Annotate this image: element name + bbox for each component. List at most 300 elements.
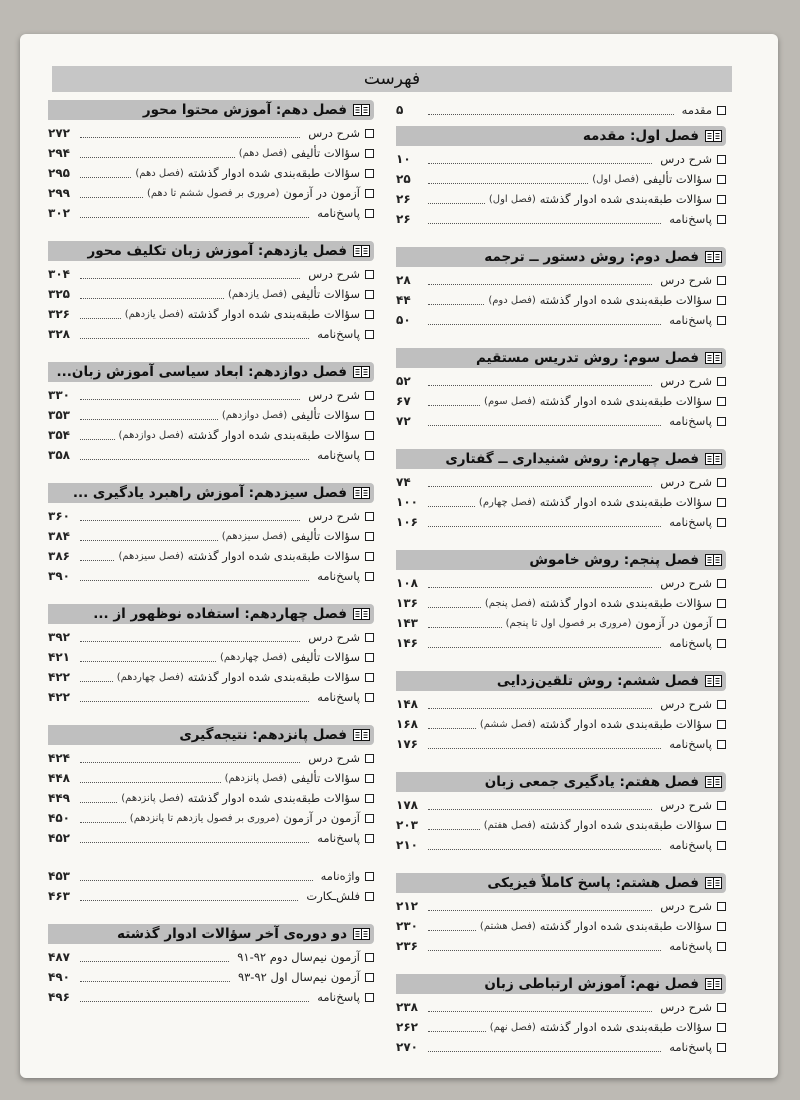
toc-entry[interactable] xyxy=(48,324,374,344)
checkbox[interactable] xyxy=(365,552,374,561)
toc-entry[interactable] xyxy=(48,203,374,223)
checkbox[interactable] xyxy=(717,498,726,507)
chapter-section xyxy=(396,247,726,330)
dot-leader xyxy=(428,114,674,115)
checkbox[interactable] xyxy=(717,417,726,426)
chapter-section xyxy=(396,671,726,754)
page-number: ۲۳۰ xyxy=(396,919,418,933)
checkbox[interactable] xyxy=(365,754,374,763)
entry-note: (مروری بر فصول ششم تا دهم) xyxy=(147,187,280,199)
chapter-header[interactable] xyxy=(396,974,726,994)
checkbox[interactable] xyxy=(717,175,726,184)
entry-label: پاسخ‌نامه xyxy=(317,327,360,341)
page-number: ۴۴ xyxy=(396,293,411,307)
entry-label: پاسخ‌نامه xyxy=(317,448,360,462)
toc-entry[interactable] xyxy=(396,270,726,290)
book-icon xyxy=(353,487,370,499)
toc-entry[interactable] xyxy=(396,633,726,653)
dot-leader xyxy=(428,425,661,426)
checkbox[interactable] xyxy=(365,774,374,783)
right-column xyxy=(396,100,726,1075)
dot-leader xyxy=(80,580,309,581)
entry-note: (مروری بر فصول اول تا پنجم) xyxy=(505,617,632,629)
entry-label: واژه‌نامه xyxy=(320,869,360,883)
checkbox[interactable] xyxy=(365,169,374,178)
chapter-header[interactable] xyxy=(396,348,726,368)
entry-label: شرح درس xyxy=(660,152,712,166)
entry-label: سؤالات طبقه‌بندی شده ادوار گذشته xyxy=(539,596,712,610)
entry-label: سؤالات تألیفی xyxy=(291,771,360,785)
chapter-section xyxy=(396,550,726,653)
toc-entry[interactable] xyxy=(48,627,374,647)
toc-entry[interactable] xyxy=(396,169,726,189)
chapter-header[interactable] xyxy=(48,924,374,944)
checkbox[interactable] xyxy=(365,834,374,843)
chapter-section xyxy=(48,241,374,344)
chapter-title: فصل سیزدهم: آموزش راهبرد یادگیری ... xyxy=(72,485,347,501)
dot-leader xyxy=(428,385,652,386)
checkbox[interactable] xyxy=(717,579,726,588)
toc-entry[interactable] xyxy=(396,613,726,633)
page-number: ۴۵۳ xyxy=(48,869,70,883)
page-number: ۵۲ xyxy=(396,374,411,388)
entry-label: سؤالات تألیفی xyxy=(291,146,360,160)
toc-entry[interactable] xyxy=(396,694,726,714)
checkbox[interactable] xyxy=(717,215,726,224)
toc-entry[interactable] xyxy=(48,284,374,304)
page-number: ۳۹۲ xyxy=(48,630,70,644)
page-number: ۱۶۸ xyxy=(396,717,418,731)
checkbox[interactable] xyxy=(365,290,374,299)
toc-entry[interactable] xyxy=(48,808,374,828)
checkbox[interactable] xyxy=(717,1003,726,1012)
entry-label: شرح درس xyxy=(660,899,712,913)
checkbox[interactable] xyxy=(365,673,374,682)
chapter-header[interactable] xyxy=(48,604,374,624)
chapter-header[interactable] xyxy=(48,483,374,503)
entry-label: آزمون در آزمون xyxy=(283,186,360,200)
book-icon xyxy=(705,978,722,990)
book-icon xyxy=(705,130,722,142)
checkbox[interactable] xyxy=(365,693,374,702)
entry-note: (فصل دوازدهم) xyxy=(221,409,288,421)
checkbox[interactable] xyxy=(365,633,374,642)
dot-leader xyxy=(80,822,126,823)
toc-entry[interactable] xyxy=(48,123,374,143)
page-number: ۲۸ xyxy=(396,273,411,287)
entry-label: شرح درس xyxy=(308,388,360,402)
checkbox[interactable] xyxy=(365,411,374,420)
chapter-header[interactable] xyxy=(396,126,726,146)
checkbox[interactable] xyxy=(717,599,726,608)
entry-note: (فصل چهاردهم) xyxy=(220,651,288,663)
toc-entry[interactable] xyxy=(396,997,726,1017)
dot-leader xyxy=(428,324,661,325)
toc-entry[interactable] xyxy=(48,768,374,788)
entry-label: آزمون در آزمون xyxy=(635,616,712,630)
page-number: ۳۵۳ xyxy=(48,408,70,422)
checkbox[interactable] xyxy=(717,296,726,305)
page-number: ۲۳۸ xyxy=(396,1000,418,1014)
dot-leader xyxy=(428,304,484,305)
checkbox[interactable] xyxy=(717,155,726,164)
checkbox[interactable] xyxy=(717,821,726,830)
toc-entry[interactable] xyxy=(396,573,726,593)
dot-leader xyxy=(80,1001,309,1002)
page-number: ۴۸۷ xyxy=(48,950,70,964)
toc-entry[interactable] xyxy=(396,896,726,916)
checkbox[interactable] xyxy=(365,129,374,138)
dot-leader xyxy=(80,701,309,702)
entry-note: (مروری بر فصول یازدهم تا پانزدهم) xyxy=(129,812,280,824)
toc-entry[interactable] xyxy=(48,506,374,526)
entry-note: (فصل دوم) xyxy=(488,294,536,306)
dot-leader xyxy=(80,641,300,642)
entry-label: شرح درس xyxy=(660,576,712,590)
toc-entry[interactable] xyxy=(396,593,726,613)
page-number: ۲۱۰ xyxy=(396,838,418,852)
toc-entry[interactable] xyxy=(396,714,726,734)
page-number: ۳۳۰ xyxy=(48,388,70,402)
toc-entry[interactable] xyxy=(48,866,374,886)
toc-entry[interactable] xyxy=(396,411,726,431)
intro-entry xyxy=(396,100,726,120)
dot-leader xyxy=(428,1011,652,1012)
dot-leader xyxy=(428,526,661,527)
toc-entry[interactable] xyxy=(48,385,374,405)
page-number: ۳۲۵ xyxy=(48,287,70,301)
entry-note: (فصل پانزدهم) xyxy=(224,772,288,784)
checkbox[interactable] xyxy=(365,330,374,339)
toc-entry[interactable] xyxy=(48,886,374,906)
entry-label: شرح درس xyxy=(660,273,712,287)
checkbox[interactable] xyxy=(365,973,374,982)
page-number: ۴۵۰ xyxy=(48,811,70,825)
dot-leader xyxy=(428,1031,486,1032)
book-icon xyxy=(705,251,722,263)
checkbox[interactable] xyxy=(717,619,726,628)
entry-label: سؤالات طبقه‌بندی شده ادوار گذشته xyxy=(187,670,360,684)
chapter-header[interactable] xyxy=(396,247,726,267)
entry-note: (فصل سوم) xyxy=(484,395,536,407)
entry-label: سؤالات طبقه‌بندی شده ادوار گذشته xyxy=(539,919,712,933)
toc-entry[interactable] xyxy=(48,264,374,284)
chapter-title: فصل سوم: روش تدریس مستقیم xyxy=(475,350,699,366)
dot-leader xyxy=(80,802,117,803)
toc-entry[interactable] xyxy=(396,371,726,391)
toc-entry[interactable] xyxy=(48,687,374,707)
page-number: ۳۵۴ xyxy=(48,428,70,442)
toc-entry[interactable] xyxy=(48,647,374,667)
dot-leader xyxy=(428,163,652,164)
checkbox[interactable] xyxy=(365,892,374,901)
checkbox[interactable] xyxy=(717,841,726,850)
checkbox[interactable] xyxy=(717,195,726,204)
page-number: ۲۶ xyxy=(396,192,411,206)
checkbox[interactable] xyxy=(365,209,374,218)
toc-entry[interactable] xyxy=(396,100,726,120)
entry-label: سؤالات تألیفی xyxy=(291,287,360,301)
entry-label: سؤالات طبقه‌بندی شده ادوار گذشته xyxy=(539,818,712,832)
entry-label: سؤالات تألیفی xyxy=(643,172,712,186)
dot-leader xyxy=(428,627,502,628)
page-number: ۱۰۰ xyxy=(396,495,418,509)
dot-leader xyxy=(428,506,475,507)
extras-list xyxy=(48,866,374,906)
toc-entry[interactable] xyxy=(48,183,374,203)
entry-label: پاسخ‌نامه xyxy=(317,990,360,1004)
toc-entry[interactable] xyxy=(48,445,374,465)
checkbox[interactable] xyxy=(365,431,374,440)
entry-note: (فصل ششم) xyxy=(479,718,536,730)
checkbox[interactable] xyxy=(717,700,726,709)
checkbox[interactable] xyxy=(365,794,374,803)
dot-leader xyxy=(80,880,313,881)
toc-entry[interactable] xyxy=(48,967,374,987)
checkbox[interactable] xyxy=(717,1023,726,1032)
toc-entry[interactable] xyxy=(48,143,374,163)
chapter-section xyxy=(396,974,726,1057)
chapter-title: فصل ششم: روش تلقین‌زدایی xyxy=(496,673,699,689)
dot-leader xyxy=(428,728,476,729)
entry-label: شرح درس xyxy=(660,475,712,489)
chapter-section xyxy=(48,100,374,223)
toc-entry[interactable] xyxy=(396,815,726,835)
chapter-header[interactable] xyxy=(396,671,726,691)
page-number: ۲۷۰ xyxy=(396,1040,418,1054)
dot-leader xyxy=(80,782,221,783)
chapter-header[interactable] xyxy=(48,725,374,745)
checkbox[interactable] xyxy=(365,310,374,319)
dot-leader xyxy=(428,910,652,911)
checkbox[interactable] xyxy=(717,1043,726,1052)
chapter-title: فصل نهم: آموزش ارتباطی زبان xyxy=(484,976,699,992)
dot-leader xyxy=(80,177,131,178)
toc-entry[interactable] xyxy=(48,304,374,324)
toc-entry[interactable] xyxy=(396,1037,726,1057)
entry-label: سؤالات طبقه‌بندی شده ادوار گذشته xyxy=(539,495,712,509)
chapter-header[interactable] xyxy=(396,550,726,570)
entry-label: پاسخ‌نامه xyxy=(669,1040,712,1054)
page-number: ۴۹۰ xyxy=(48,970,70,984)
page-number: ۱۰۸ xyxy=(396,576,418,590)
checkbox[interactable] xyxy=(717,801,726,810)
page-number: ۱۷۸ xyxy=(396,798,418,812)
toc-entry[interactable] xyxy=(48,163,374,183)
toc-entry[interactable] xyxy=(48,425,374,445)
dot-leader xyxy=(80,318,121,319)
dot-leader xyxy=(80,981,230,982)
checkbox[interactable] xyxy=(717,106,726,115)
toc-entry[interactable] xyxy=(48,987,374,1007)
entry-note: (فصل هشتم) xyxy=(479,920,536,932)
toc-entry[interactable] xyxy=(396,310,726,330)
dot-leader xyxy=(80,681,113,682)
checkbox[interactable] xyxy=(365,993,374,1002)
chapter-header[interactable] xyxy=(396,772,726,792)
page-title: فهرست xyxy=(52,66,732,92)
checkbox[interactable] xyxy=(717,397,726,406)
entry-label: شرح درس xyxy=(308,751,360,765)
dot-leader xyxy=(428,486,652,487)
chapter-title: فصل هفتم: یادگیری جمعی زبان xyxy=(484,774,699,790)
entry-label: پاسخ‌نامه xyxy=(669,636,712,650)
toc-entry[interactable] xyxy=(396,472,726,492)
checkbox[interactable] xyxy=(365,953,374,962)
checkbox[interactable] xyxy=(717,478,726,487)
book-icon xyxy=(705,352,722,364)
checkbox[interactable] xyxy=(717,740,726,749)
dot-leader xyxy=(428,183,588,184)
dot-leader xyxy=(80,338,309,339)
checkbox[interactable] xyxy=(717,922,726,931)
page-number: ۴۵۲ xyxy=(48,831,70,845)
entry-label: آزمون نیم‌سال دوم ۹۲-۹۱ xyxy=(237,950,360,964)
chapter-title: فصل پنجم: روش خاموش xyxy=(529,552,699,568)
page-number: ۴۹۶ xyxy=(48,990,70,1004)
book-icon xyxy=(705,453,722,465)
toc-entry[interactable] xyxy=(48,526,374,546)
entry-label: پاسخ‌نامه xyxy=(317,569,360,583)
page-number: ۷۴ xyxy=(396,475,411,489)
chapter-header[interactable] xyxy=(48,100,374,120)
dot-leader xyxy=(80,661,216,662)
book-icon xyxy=(353,366,370,378)
page-number: ۵ xyxy=(396,103,404,117)
toc-entry[interactable] xyxy=(48,405,374,425)
toc-entry[interactable] xyxy=(396,391,726,411)
dot-leader xyxy=(80,137,300,138)
dot-leader xyxy=(428,809,652,810)
page-number: ۴۴۹ xyxy=(48,791,70,805)
chapter-header[interactable] xyxy=(48,362,374,382)
chapter-section xyxy=(396,873,726,956)
toc-entry[interactable] xyxy=(396,835,726,855)
toc-entry[interactable] xyxy=(48,828,374,848)
page-number: ۱۳۶ xyxy=(396,596,418,610)
page-number: ۶۷ xyxy=(396,394,411,408)
toc-entry[interactable] xyxy=(396,936,726,956)
toc-entry[interactable] xyxy=(48,947,374,967)
checkbox[interactable] xyxy=(717,316,726,325)
toc-entry[interactable] xyxy=(396,149,726,169)
toc-entry[interactable] xyxy=(396,1017,726,1037)
dot-leader xyxy=(428,647,661,648)
page-number: ۱۴۳ xyxy=(396,616,418,630)
chapter-header[interactable] xyxy=(48,241,374,261)
page-number: ۳۲۶ xyxy=(48,307,70,321)
checkbox[interactable] xyxy=(365,189,374,198)
checkbox[interactable] xyxy=(365,572,374,581)
checkbox[interactable] xyxy=(717,276,726,285)
checkbox[interactable] xyxy=(365,270,374,279)
dot-leader xyxy=(428,284,652,285)
toc-entry[interactable] xyxy=(48,546,374,566)
chapter-header[interactable] xyxy=(396,873,726,893)
dot-leader xyxy=(80,399,300,400)
dot-leader xyxy=(428,829,480,830)
toc-entry[interactable] xyxy=(48,566,374,586)
toc-entry[interactable] xyxy=(396,492,726,512)
chapter-header[interactable] xyxy=(396,449,726,469)
toc-entry[interactable] xyxy=(48,788,374,808)
chapter-title: فصل یازدهم: آموزش زبان تکلیف محور xyxy=(87,243,347,259)
toc-entry[interactable] xyxy=(396,795,726,815)
checkbox[interactable] xyxy=(365,814,374,823)
toc-entry[interactable] xyxy=(396,512,726,532)
toc-entry[interactable] xyxy=(396,734,726,754)
entry-note: (فصل پانزدهم) xyxy=(121,792,184,804)
dot-leader xyxy=(428,607,481,608)
chapter-section xyxy=(48,725,374,848)
checkbox[interactable] xyxy=(365,451,374,460)
toc-entry[interactable] xyxy=(48,667,374,687)
checkbox[interactable] xyxy=(717,902,726,911)
checkbox[interactable] xyxy=(717,518,726,527)
dot-leader xyxy=(80,217,309,218)
toc-page xyxy=(20,34,778,1078)
chapter-title: فصل اول: مقدمه xyxy=(582,128,699,144)
checkbox[interactable] xyxy=(717,942,726,951)
page-number: ۴۲۲ xyxy=(48,690,70,704)
entry-label: پاسخ‌نامه xyxy=(669,313,712,327)
toc-entry[interactable] xyxy=(396,916,726,936)
entry-label: سؤالات طبقه‌بندی شده ادوار گذشته xyxy=(187,791,360,805)
toc-entry[interactable] xyxy=(48,748,374,768)
entry-label: سؤالات طبقه‌بندی شده ادوار گذشته xyxy=(539,394,712,408)
page-number: ۲۶ xyxy=(396,212,411,226)
checkbox[interactable] xyxy=(365,391,374,400)
checkbox[interactable] xyxy=(717,377,726,386)
entry-label: پاسخ‌نامه xyxy=(317,690,360,704)
chapter-title: فصل چهاردهم: استفاده نوظهور از ... xyxy=(93,606,347,622)
checkbox[interactable] xyxy=(717,720,726,729)
page-number: ۴۶۳ xyxy=(48,889,70,903)
chapter-title: فصل چهارم: روش شنیداری ــ گفتاری xyxy=(445,451,699,467)
entry-label: شرح درس xyxy=(308,509,360,523)
book-icon xyxy=(353,104,370,116)
dot-leader xyxy=(80,961,229,962)
checkbox[interactable] xyxy=(365,512,374,521)
checkbox[interactable] xyxy=(365,653,374,662)
page-number: ۳۸۴ xyxy=(48,529,70,543)
page-number: ۱۴۸ xyxy=(396,697,418,711)
page-number: ۲۵ xyxy=(396,172,411,186)
book-icon xyxy=(353,928,370,940)
dot-leader xyxy=(428,1051,661,1052)
checkbox[interactable] xyxy=(365,872,374,881)
checkbox[interactable] xyxy=(717,639,726,648)
dot-leader xyxy=(80,540,218,541)
page-number: ۲۳۶ xyxy=(396,939,418,953)
toc-entry[interactable] xyxy=(396,290,726,310)
checkbox[interactable] xyxy=(365,532,374,541)
entry-note: (فصل سیزدهم) xyxy=(221,530,288,542)
entry-label: پاسخ‌نامه xyxy=(669,414,712,428)
dot-leader xyxy=(428,930,476,931)
book-icon xyxy=(705,675,722,687)
entry-label: شرح درس xyxy=(308,630,360,644)
entry-label: سؤالات طبقه‌بندی شده ادوار گذشته xyxy=(539,1020,712,1034)
checkbox[interactable] xyxy=(365,149,374,158)
chapter-title: دو دوره‌ی آخر سؤالات ادوار گذشته xyxy=(117,926,347,942)
toc-entry[interactable] xyxy=(396,189,726,209)
book-icon xyxy=(353,608,370,620)
chapter-title: فصل دهم: آموزش محتوا محور xyxy=(142,102,347,118)
toc-entry[interactable] xyxy=(396,209,726,229)
entry-note: (فصل هفتم) xyxy=(483,819,536,831)
entry-label: سؤالات طبقه‌بندی شده ادوار گذشته xyxy=(187,307,360,321)
